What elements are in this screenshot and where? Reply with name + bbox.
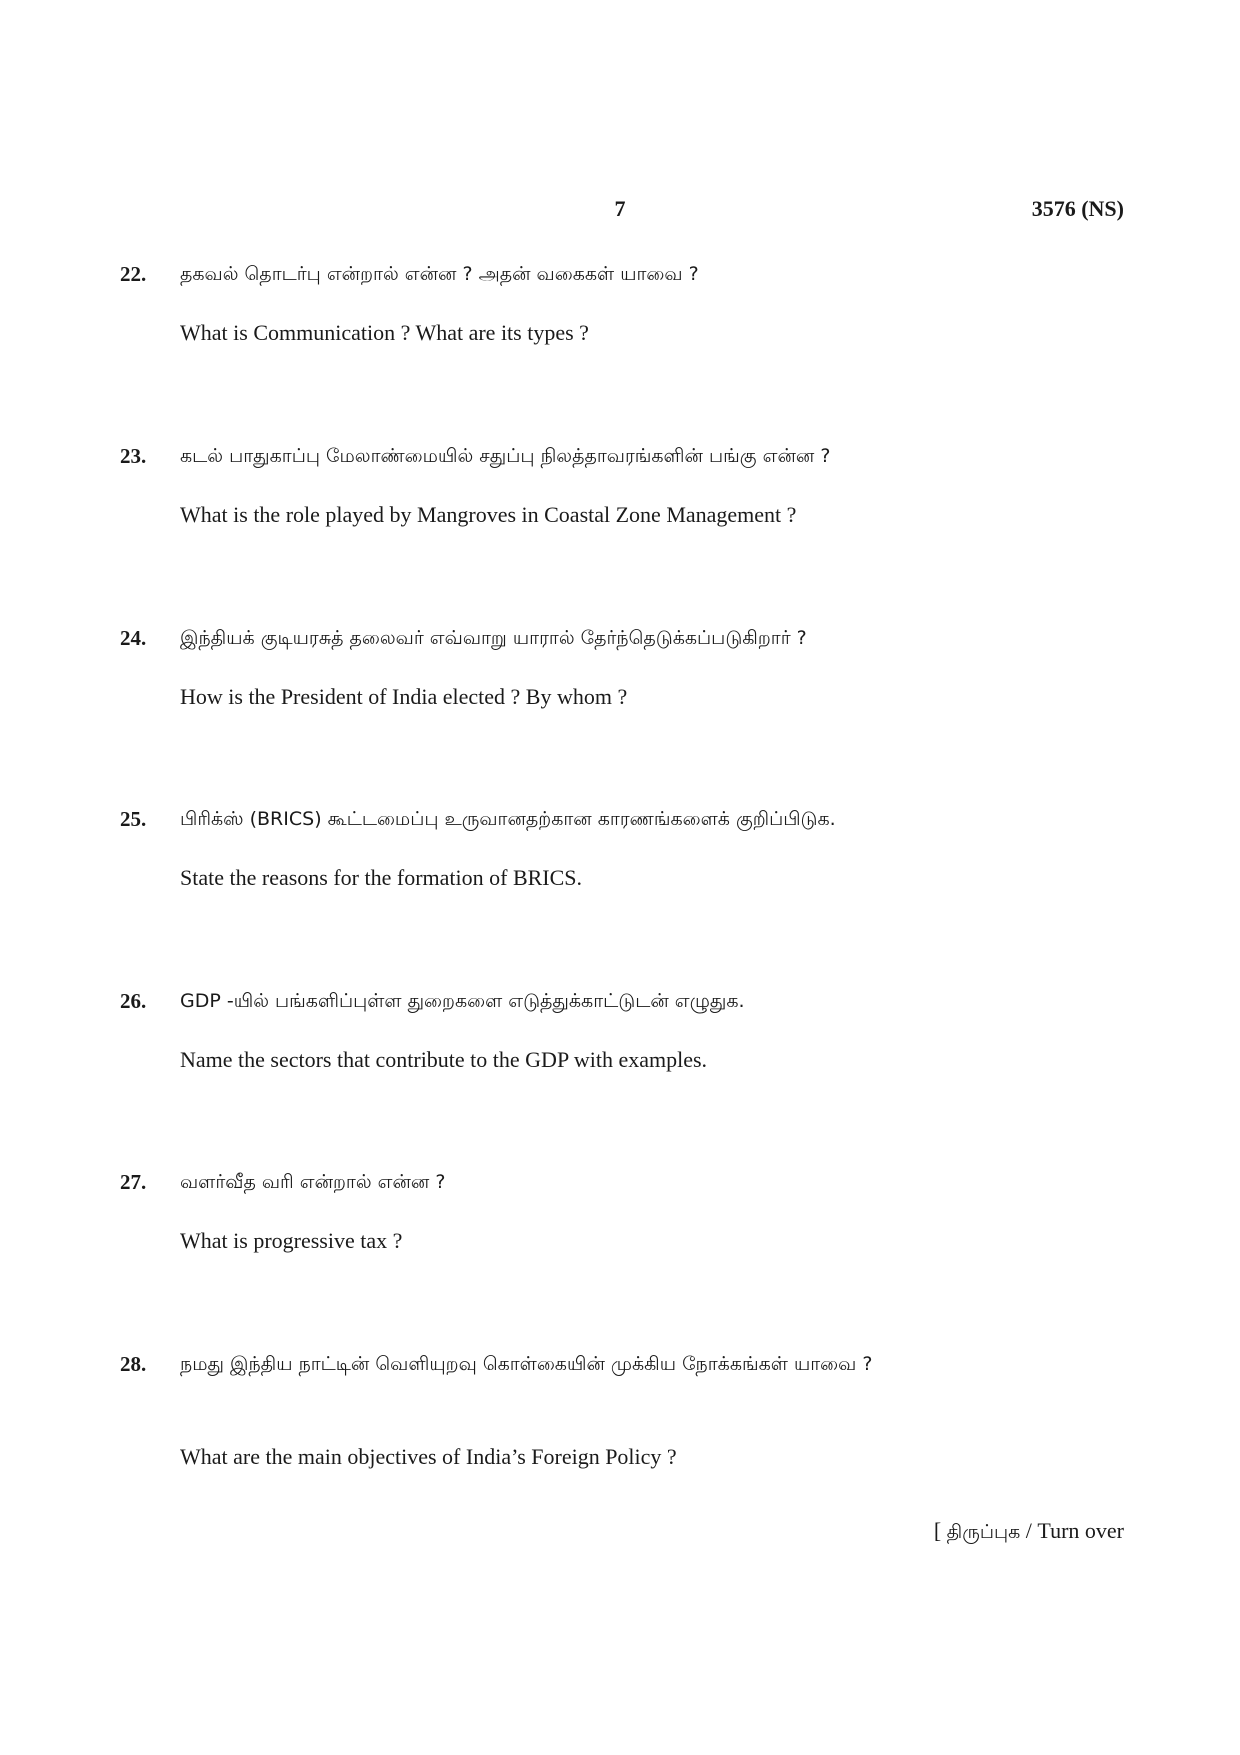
turn-over-note bbox=[934, 1518, 1124, 1546]
question-number: 26. bbox=[120, 989, 147, 1013]
question-text-english: State the reasons for the formation of BRICS. bbox=[180, 865, 583, 890]
question-text-tamil: தகவல் தொடர்பு என்றால் என்ன ? அதன் வகைகள் யாவை ? bbox=[180, 263, 699, 285]
question-text-english: Name the sectors that contribute to the GDP with examples. bbox=[180, 1047, 708, 1072]
footer-separator: / bbox=[1020, 1518, 1038, 1543]
question-number: 25. bbox=[120, 807, 147, 831]
page-number: 7 bbox=[614, 196, 626, 221]
question-text-english: What are the main objectives of India’s Foreign Policy ? bbox=[180, 1444, 677, 1469]
question-number: 22. bbox=[120, 262, 147, 286]
question-text-tamil: இந்தியக் குடியரசுத் தலைவர் எவ்வாறு யாரால் தேர்ந்தெடுக்கப்படுகிறார் ? bbox=[180, 627, 807, 649]
question-number: 23. bbox=[120, 444, 147, 468]
question-number: 27. bbox=[120, 1170, 147, 1194]
question-text-tamil: பிரிக்ஸ் (BRICS) கூட்டமைப்பு உருவானதற்கான காரணங்களைக் குறிப்பிடுக. bbox=[180, 808, 836, 830]
paper-code: 3576 (NS) bbox=[1031, 196, 1124, 221]
question-text-english: What is the role played by Mangroves in Coastal Zone Management ? bbox=[180, 502, 797, 527]
question-number: 28. bbox=[120, 1352, 147, 1376]
footer-tamil-text: திருப்புக bbox=[946, 1521, 1021, 1543]
question-text-english: What is Communication ? What are its types ? bbox=[180, 320, 589, 345]
question-text-tamil: வளர்வீத வரி என்றால் என்ன ? bbox=[180, 1171, 446, 1193]
question-text-english: What is progressive tax ? bbox=[180, 1228, 403, 1253]
question-number: 24. bbox=[120, 626, 147, 650]
question-text-tamil: கடல் பாதுகாப்பு மேலாண்மையில் சதுப்பு நிலத்தாவரங்களின் பங்கு என்ன ? bbox=[180, 445, 831, 467]
question-text-tamil: GDP -யில் பங்களிப்புள்ள துறைகளை எடுத்துக்காட்டுடன் எழுதுக. bbox=[180, 990, 745, 1012]
footer-english-text: Turn over bbox=[1037, 1518, 1124, 1543]
footer-bracket: [ bbox=[933, 1518, 947, 1543]
question-text-tamil: நமது இந்திய நாட்டின் வெளியுறவு கொள்கையின் முக்கிய நோக்கங்கள் யாவை ? bbox=[180, 1353, 873, 1375]
question-text-english: How is the President of India elected ? By whom ? bbox=[180, 684, 628, 709]
